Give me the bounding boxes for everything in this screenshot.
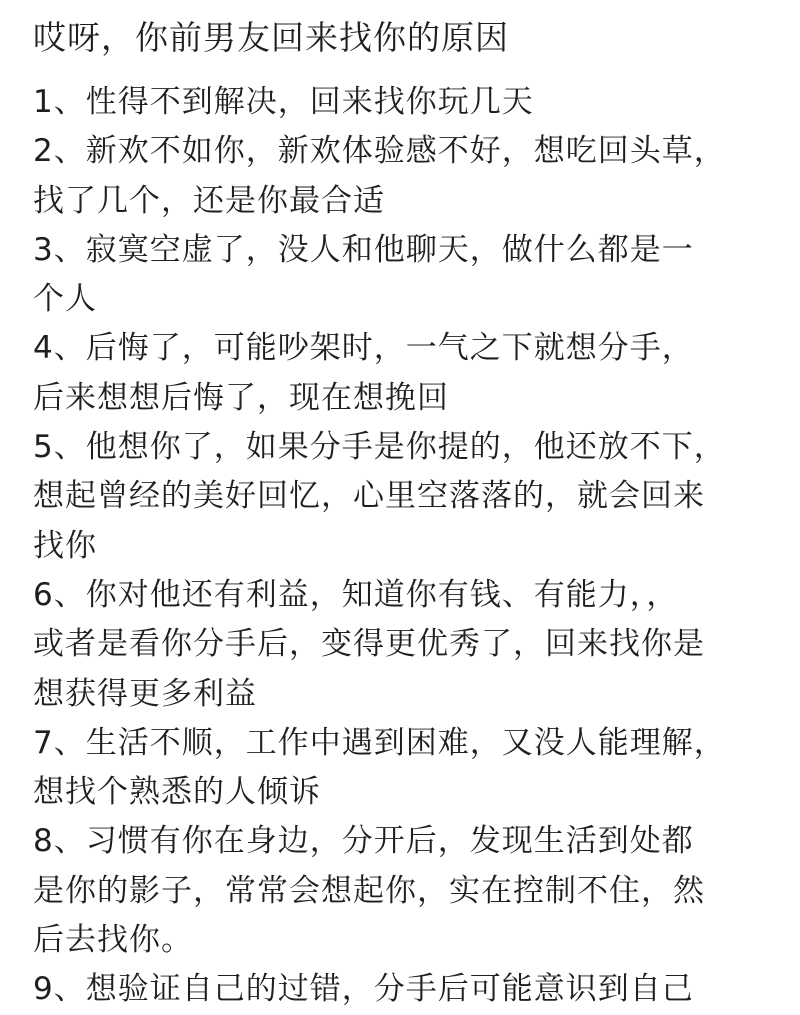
text-line: 个人 — [33, 281, 97, 318]
text-line: 8、习惯有你在身边，分开后，发现生活到处都 — [33, 823, 694, 860]
text-line: 后去找你。 — [33, 922, 193, 959]
text-line: 2、新欢不如你，新欢体验感不好，想吃回头草， — [33, 133, 726, 170]
text-line: 找你 — [33, 527, 97, 564]
page-title: 哎呀，你前男友回来找你的原因 — [33, 18, 509, 57]
text-line: 7、生活不顺，工作中遇到困难，又没人能理解， — [33, 724, 726, 761]
text-line: 想起曾经的美好回忆，心里空落落的，就会回来 — [33, 478, 705, 515]
text-line: 9、想验证自己的过错，分手后可能意识到自己 — [33, 971, 694, 1008]
text-line: 3、寂寞空虚了，没人和他聊天，做什么都是一 — [33, 231, 694, 268]
text-line: 或者是看你分手后，变得更优秀了，回来找你是 — [33, 626, 705, 663]
text-line: 想获得更多利益 — [33, 675, 257, 712]
text-line: 是你的影子，常常会想起你，实在控制不住，然 — [33, 872, 705, 909]
article-body — [33, 78, 773, 1015]
text-line: 4、后悔了，可能吵架时，一气之下就想分手， — [33, 330, 694, 367]
text-line: 找了几个，还是你最合适 — [33, 182, 385, 219]
text-line: 后来想想后悔了，现在想挽回 — [33, 379, 449, 416]
text-line: 想找个熟悉的人倾诉 — [33, 774, 321, 811]
text-line: 6、你对他还有利益，知道你有钱、有能力，， — [33, 576, 679, 613]
text-line: 5、他想你了，如果分手是你提的，他还放不下， — [33, 429, 726, 466]
text-line: 1、性得不到解决，回来找你玩几天 — [33, 84, 534, 120]
